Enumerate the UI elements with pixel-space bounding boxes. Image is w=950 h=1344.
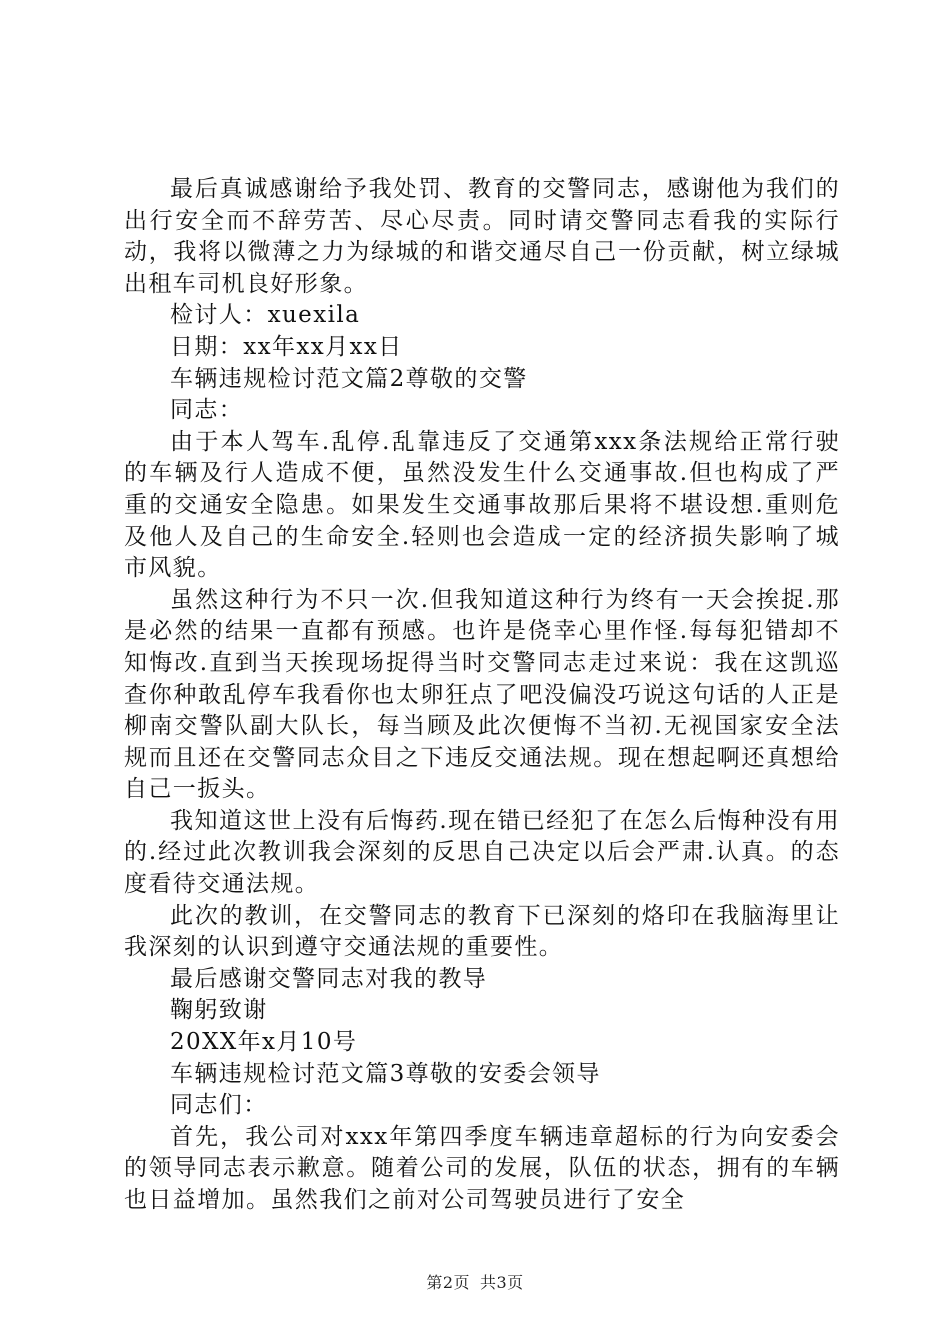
date-line: 日期：xx年xx月xx日 xyxy=(170,333,403,360)
section-title-3: 车辆违规检讨范文篇3尊敬的安委会领导 xyxy=(170,1060,601,1087)
page-footer xyxy=(0,1273,950,1293)
page-total: 共3页 xyxy=(480,1273,524,1292)
paragraph-repeat-offense: 虽然这种行为不只一次.但我知道这种行为终有一天会挨捉.那是必然的结果一直都有预感。也许是侥幸心里作怪.每每犯错却不知悔改.直到当天挨现场捉得当时交警同志走过来说：我在这凯巡查你种敢乱停车我看你也太卵狂点了吧没偏没巧说这句话的人正是柳南交警队副大队长，每当顾及此次便悔不当初.无视国家安全法规而且还在交警同志众目之下违反交通法规。现在想起啊还真想给自己一扳头。 xyxy=(124,586,840,803)
section-title-2: 车辆违规检讨范文篇2尊敬的交警 xyxy=(170,365,528,392)
reviewer-line: 检讨人：xuexila xyxy=(170,302,361,329)
paragraph-violation: 由于本人驾车.乱停.乱靠违反了交通第xxx条法规给正常行驶的车辆及行人造成不便，虽然没发生什么交通事故.但也构成了严重的交通安全隐患。如果发生交通事故那后果将不堪设想.重则危及他人及自己的生命安全.轻则也会造成一定的经济损失影响了城市风貌。 xyxy=(124,428,840,582)
paragraph-lesson: 此次的教训，在交警同志的教育下已深刻的烙印在我脑海里让我深刻的认识到遵守交通法规的重要性。 xyxy=(124,902,840,961)
paragraph-company-apology: 首先，我公司对xxx年第四季度车辆违章超标的行为向安委会的领导同志表示歉意。随着公司的发展，队伍的状态，拥有的车辆也日益增加。虽然我们之前对公司驾驶员进行了安全 xyxy=(124,1123,840,1213)
date-line-2: 20XX年x月10号 xyxy=(170,1029,358,1056)
paragraph-closing-thanks: 最后真诚感谢给予我处罚、教育的交警同志，感谢他为我们的出行安全而不辞劳苦、尽心尽责。同时请交警同志看我的实际行动，我将以微薄之力为绿城的和谐交通尽自己一份贡献，树立绿城出租车司机良好形象。 xyxy=(124,176,840,297)
salutation-2: 同志： xyxy=(170,397,244,424)
salutation-3: 同志们： xyxy=(170,1092,268,1119)
paragraph-no-regret-medicine: 我知道这世上没有后悔药.现在错已经犯了在怎么后悔种没有用的.经过此次教训我会深刻的反思自己决定以后会严肃.认真。的态度看待交通法规。 xyxy=(124,807,840,898)
closing-thanks-line: 最后感谢交警同志对我的教导 xyxy=(170,965,488,992)
bow-thanks-line: 鞠躬致谢 xyxy=(170,997,268,1024)
page-number: 第2页 xyxy=(426,1273,470,1292)
document-body xyxy=(124,174,840,1217)
